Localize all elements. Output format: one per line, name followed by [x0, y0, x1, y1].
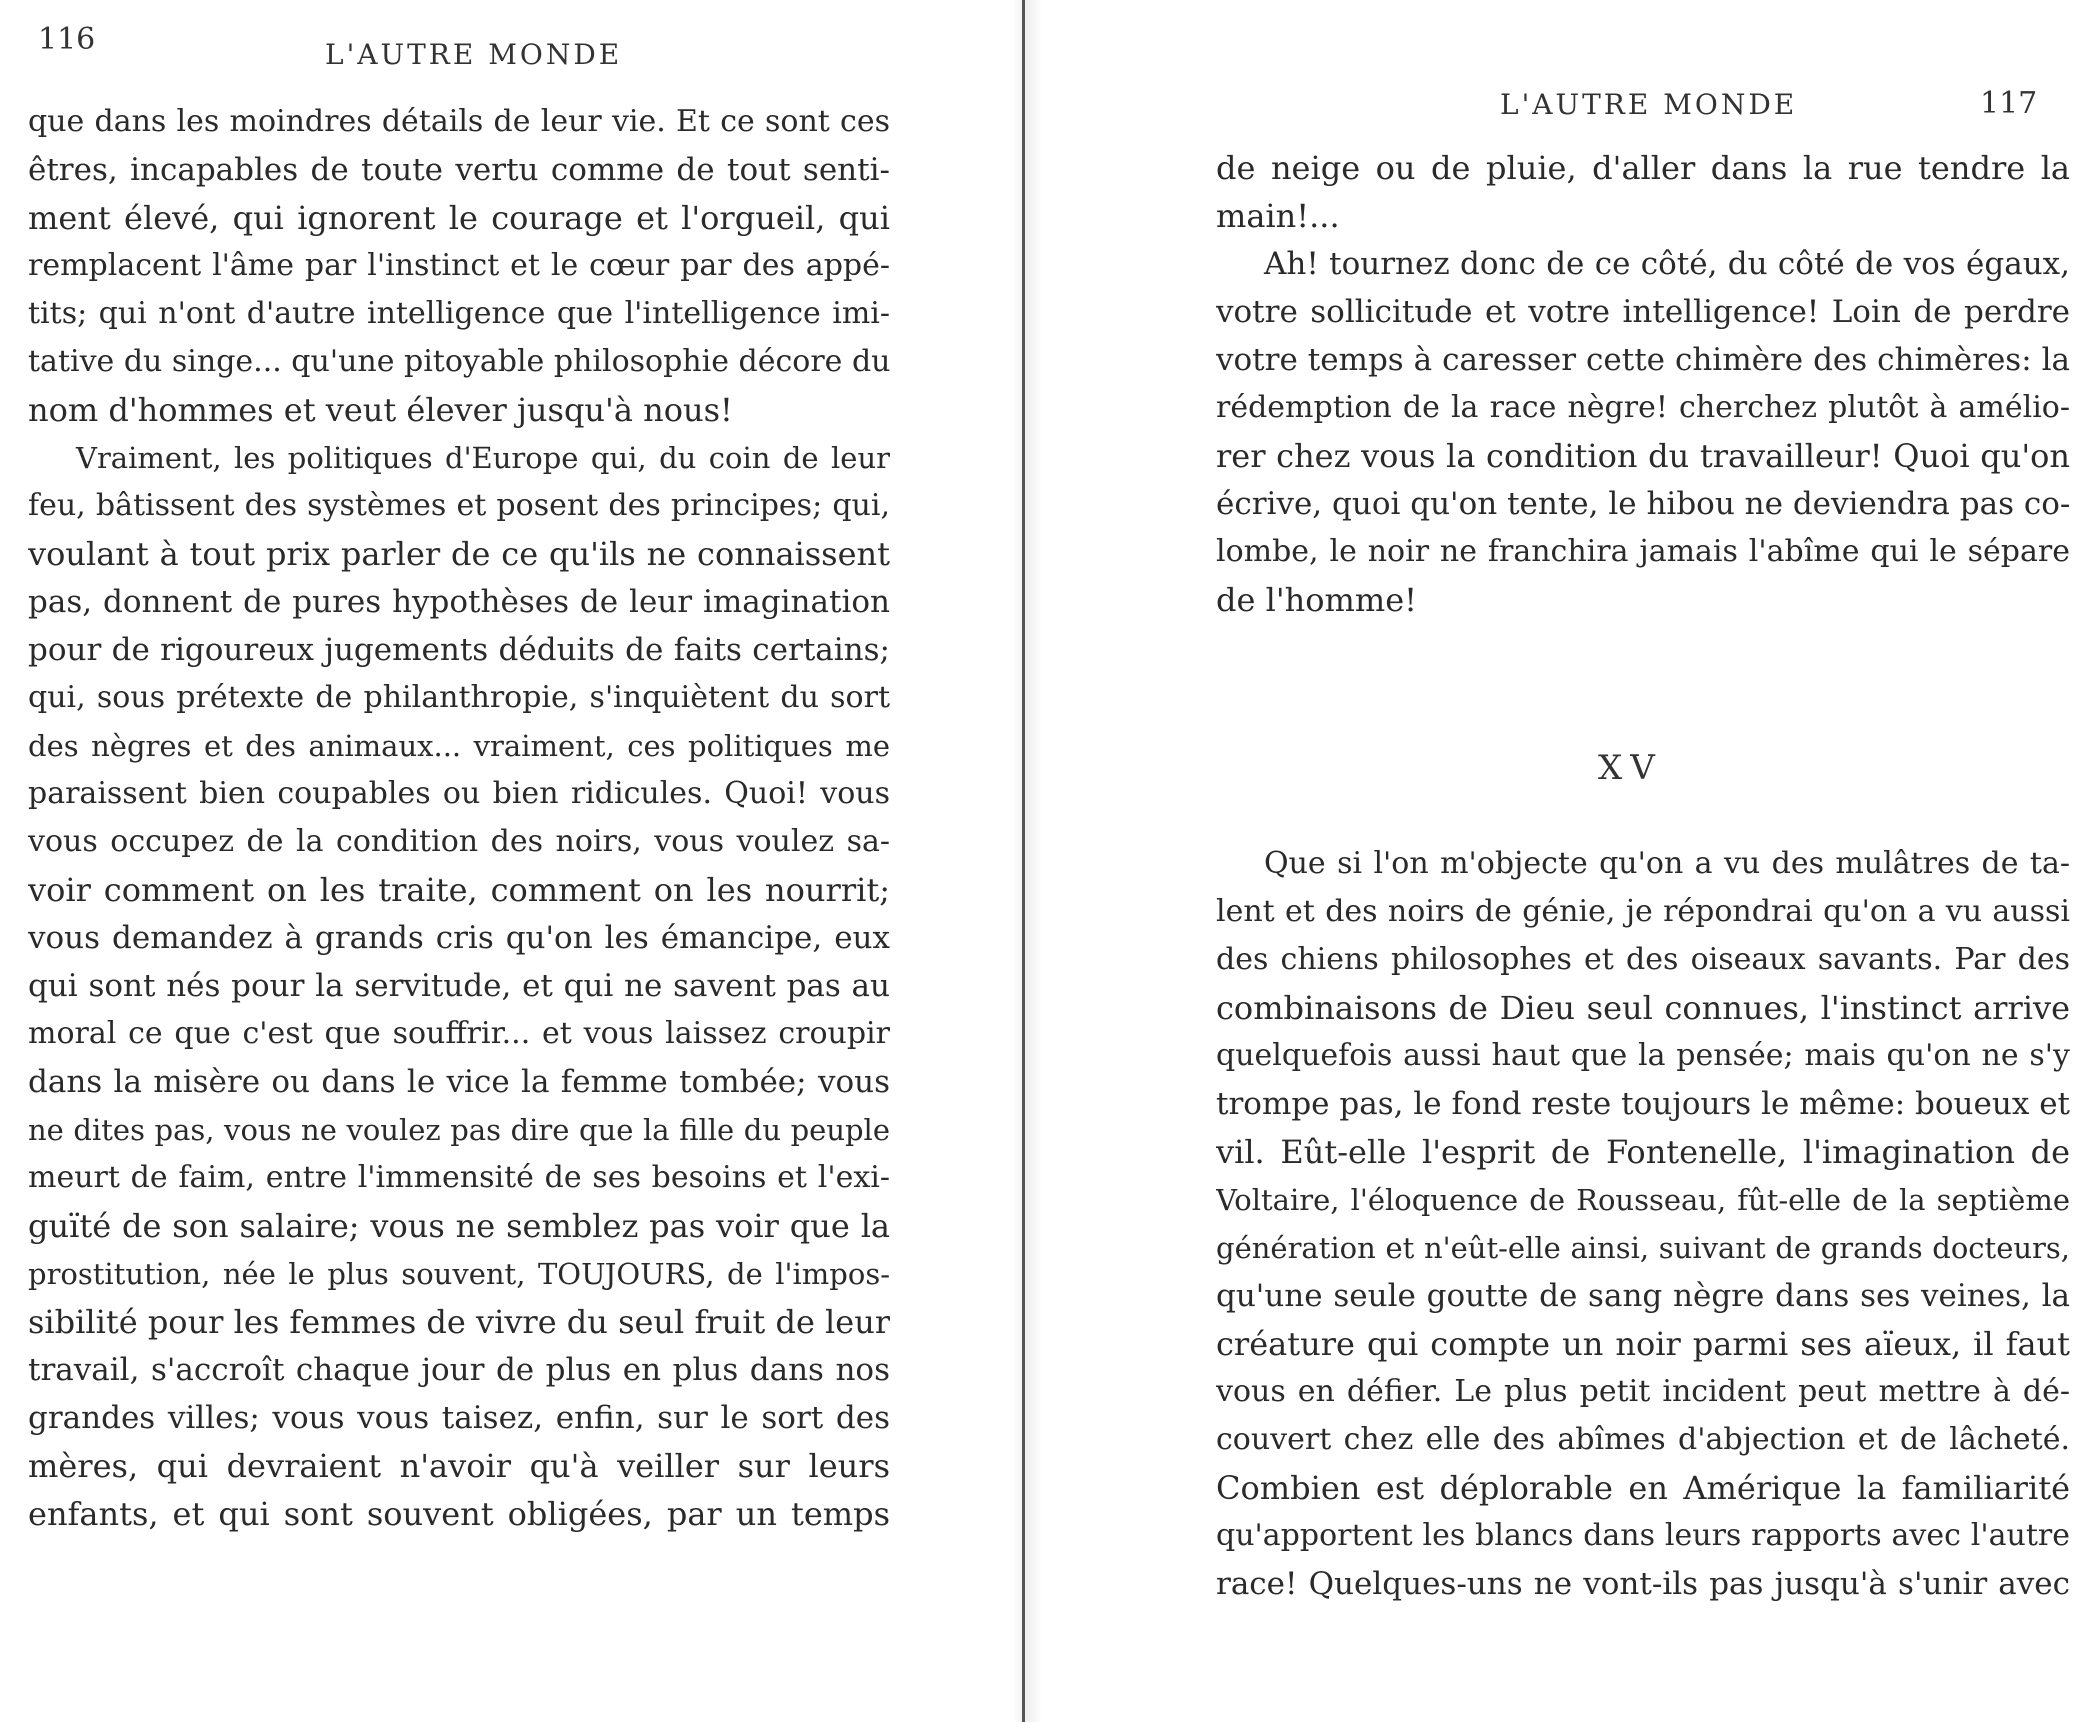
text-line: vous en défier. Le plus petit incident peut mettre à dé-: [1216, 1374, 2070, 1409]
text-line: Voltaire, l'éloquence de Rousseau, fût-elle de la septième: [1216, 1183, 2070, 1217]
text-line: qu'apportent les blancs dans leurs rapports avec l'autre: [1216, 1518, 2070, 1553]
text-line: main!...: [1216, 197, 1340, 235]
chapter-heading: XV: [1598, 748, 1663, 788]
right-page-number: 117: [1980, 86, 2038, 121]
text-line: rer chez vous la condition du travailleur! Quoi qu'on: [1216, 437, 2070, 475]
text-line: des chiens philosophes et des oiseaux savants. Par des: [1216, 942, 2070, 977]
text-line: guïté de son salaire; vous ne semblez pas voir que la: [28, 1207, 890, 1245]
gutter-shadow: [1012, 0, 1042, 1722]
right-page-text-bottom: [1216, 840, 2070, 1608]
text-line: remplacent l'âme par l'instinct et le cœur par des appé-: [28, 248, 890, 283]
text-line: grandes villes; vous vous taisez, enfin, sur le sort des: [28, 1400, 890, 1436]
text-line: des nègres et des animaux... vraiment, ces politiques me: [28, 729, 890, 763]
text-line: enfants, et qui sont souvent obligées, par un temps: [28, 1495, 890, 1533]
text-line: moral ce que c'est que souffrir... et vous laissez croupir: [28, 1016, 890, 1051]
text-line: génération et n'eût-elle ainsi, suivant de grands docteurs,: [1216, 1231, 2070, 1265]
text-line: voulant à tout prix parler de ce qu'ils ne connaissent: [28, 535, 890, 573]
text-line: créature qui compte un noir parmi ses aïeux, il faut: [1216, 1325, 2070, 1363]
text-line: prostitution, née le plus souvent, TOUJOURS, de l'impos-: [28, 1257, 890, 1291]
left-page-text: [28, 98, 890, 1538]
text-line: sibilité pour les femmes de vivre du seul fruit de leur: [28, 1303, 890, 1341]
text-line: qui sont nés pour la servitude, et qui ne savent pas au: [28, 968, 890, 1004]
text-line: tative du singe... qu'une pitoyable philosophie décore du: [28, 344, 890, 379]
text-line: Que si l'on m'objecte qu'on a vu des mulâtres de ta-: [1264, 846, 2070, 881]
text-line: de neige ou de pluie, d'aller dans la rue tendre la: [1216, 149, 2070, 187]
text-line: êtres, incapables de toute vertu comme de tout senti-: [28, 152, 890, 188]
text-line: quelquefois aussi haut que la pensée; mais qu'on ne s'y: [1216, 1038, 2070, 1073]
text-line: pour de rigoureux jugements déduits de faits certains;: [28, 632, 890, 668]
text-line: écrive, quoi qu'on tente, le hibou ne deviendra pas co-: [1216, 486, 2070, 522]
text-line: ne dites pas, vous ne voulez pas dire que la fille du peuple: [28, 1113, 890, 1147]
text-line: couvert chez elle des abîmes d'abjection et de lâcheté.: [1216, 1422, 2070, 1457]
left-page-number: 116: [38, 22, 96, 57]
text-line: travail, s'accroît chaque jour de plus en plus dans nos: [28, 1352, 890, 1388]
text-line: dans la misère ou dans le vice la femme tombée; vous: [28, 1064, 890, 1100]
text-line: votre sollicitude et votre intelligence! Loin de perdre: [1216, 294, 2070, 330]
text-line: lombe, le noir ne franchira jamais l'abîme qui le sépare: [1216, 534, 2070, 569]
text-line: trompe pas, le fond reste toujours le même: boueux et: [1216, 1086, 2070, 1122]
text-line: vil. Eût-elle l'esprit de Fontenelle, l'imagination de: [1216, 1133, 2070, 1171]
text-line: vous occupez de la condition des noirs, vous voulez sa-: [28, 824, 890, 859]
right-page: [1040, 0, 2092, 1722]
left-page: [0, 0, 1030, 1722]
text-line: lent et des noirs de génie, je répondrai qu'on a vu aussi: [1216, 894, 2070, 929]
text-line: meurt de faim, entre l'immensité de ses besoins et l'exi-: [28, 1160, 890, 1195]
left-running-head: L'AUTRE MONDE: [325, 38, 623, 71]
right-page-text-top: [1216, 144, 2070, 624]
text-line: que dans les moindres détails de leur vie. Et ce sont ces: [28, 104, 890, 139]
text-line: votre temps à caresser cette chimère des chimères: la: [1216, 342, 2070, 378]
text-line: de l'homme!: [1216, 581, 1417, 619]
text-line: Vraiment, les politiques d'Europe qui, du coin de leur: [76, 441, 890, 475]
text-line: Combien est déplorable en Amérique la familiarité: [1216, 1469, 2070, 1507]
text-line: paraissent bien coupables ou bien ridicules. Quoi! vous: [28, 776, 890, 811]
book-gutter: [1022, 0, 1025, 1722]
text-line: vous demandez à grands cris qu'on les émancipe, eux: [28, 920, 890, 956]
text-line: nom d'hommes et veut élever jusqu'à nous!: [28, 391, 733, 429]
text-line: mères, qui devraient n'avoir qu'à veiller sur leurs: [28, 1447, 890, 1485]
text-line: qui, sous prétexte de philanthropie, s'inquiètent du sort: [28, 680, 890, 715]
text-line: feu, bâtissent des systèmes et posent des principes; qui,: [28, 488, 890, 523]
right-running-head: L'AUTRE MONDE: [1500, 88, 1798, 121]
text-line: qu'une seule goutte de sang nègre dans ses veines, la: [1216, 1278, 2070, 1314]
text-line: voir comment on les traite, comment on les nourrit;: [28, 871, 890, 909]
text-line: combinaisons de Dieu seul connues, l'instinct arrive: [1216, 989, 2070, 1027]
text-line: pas, donnent de pures hypothèses de leur imagination: [28, 584, 890, 620]
text-line: race! Quelques-uns ne vont-ils pas jusqu'à s'unir avec: [1216, 1566, 2070, 1602]
text-line: Ah! tournez donc de ce côté, du côté de vos égaux,: [1264, 246, 2070, 282]
text-line: rédemption de la race nègre! cherchez plutôt à amélio-: [1216, 390, 2070, 425]
text-line: ment élevé, qui ignorent le courage et l'orgueil, qui: [28, 199, 890, 237]
text-line: tits; qui n'ont d'autre intelligence que l'intelligence imi-: [28, 296, 890, 331]
